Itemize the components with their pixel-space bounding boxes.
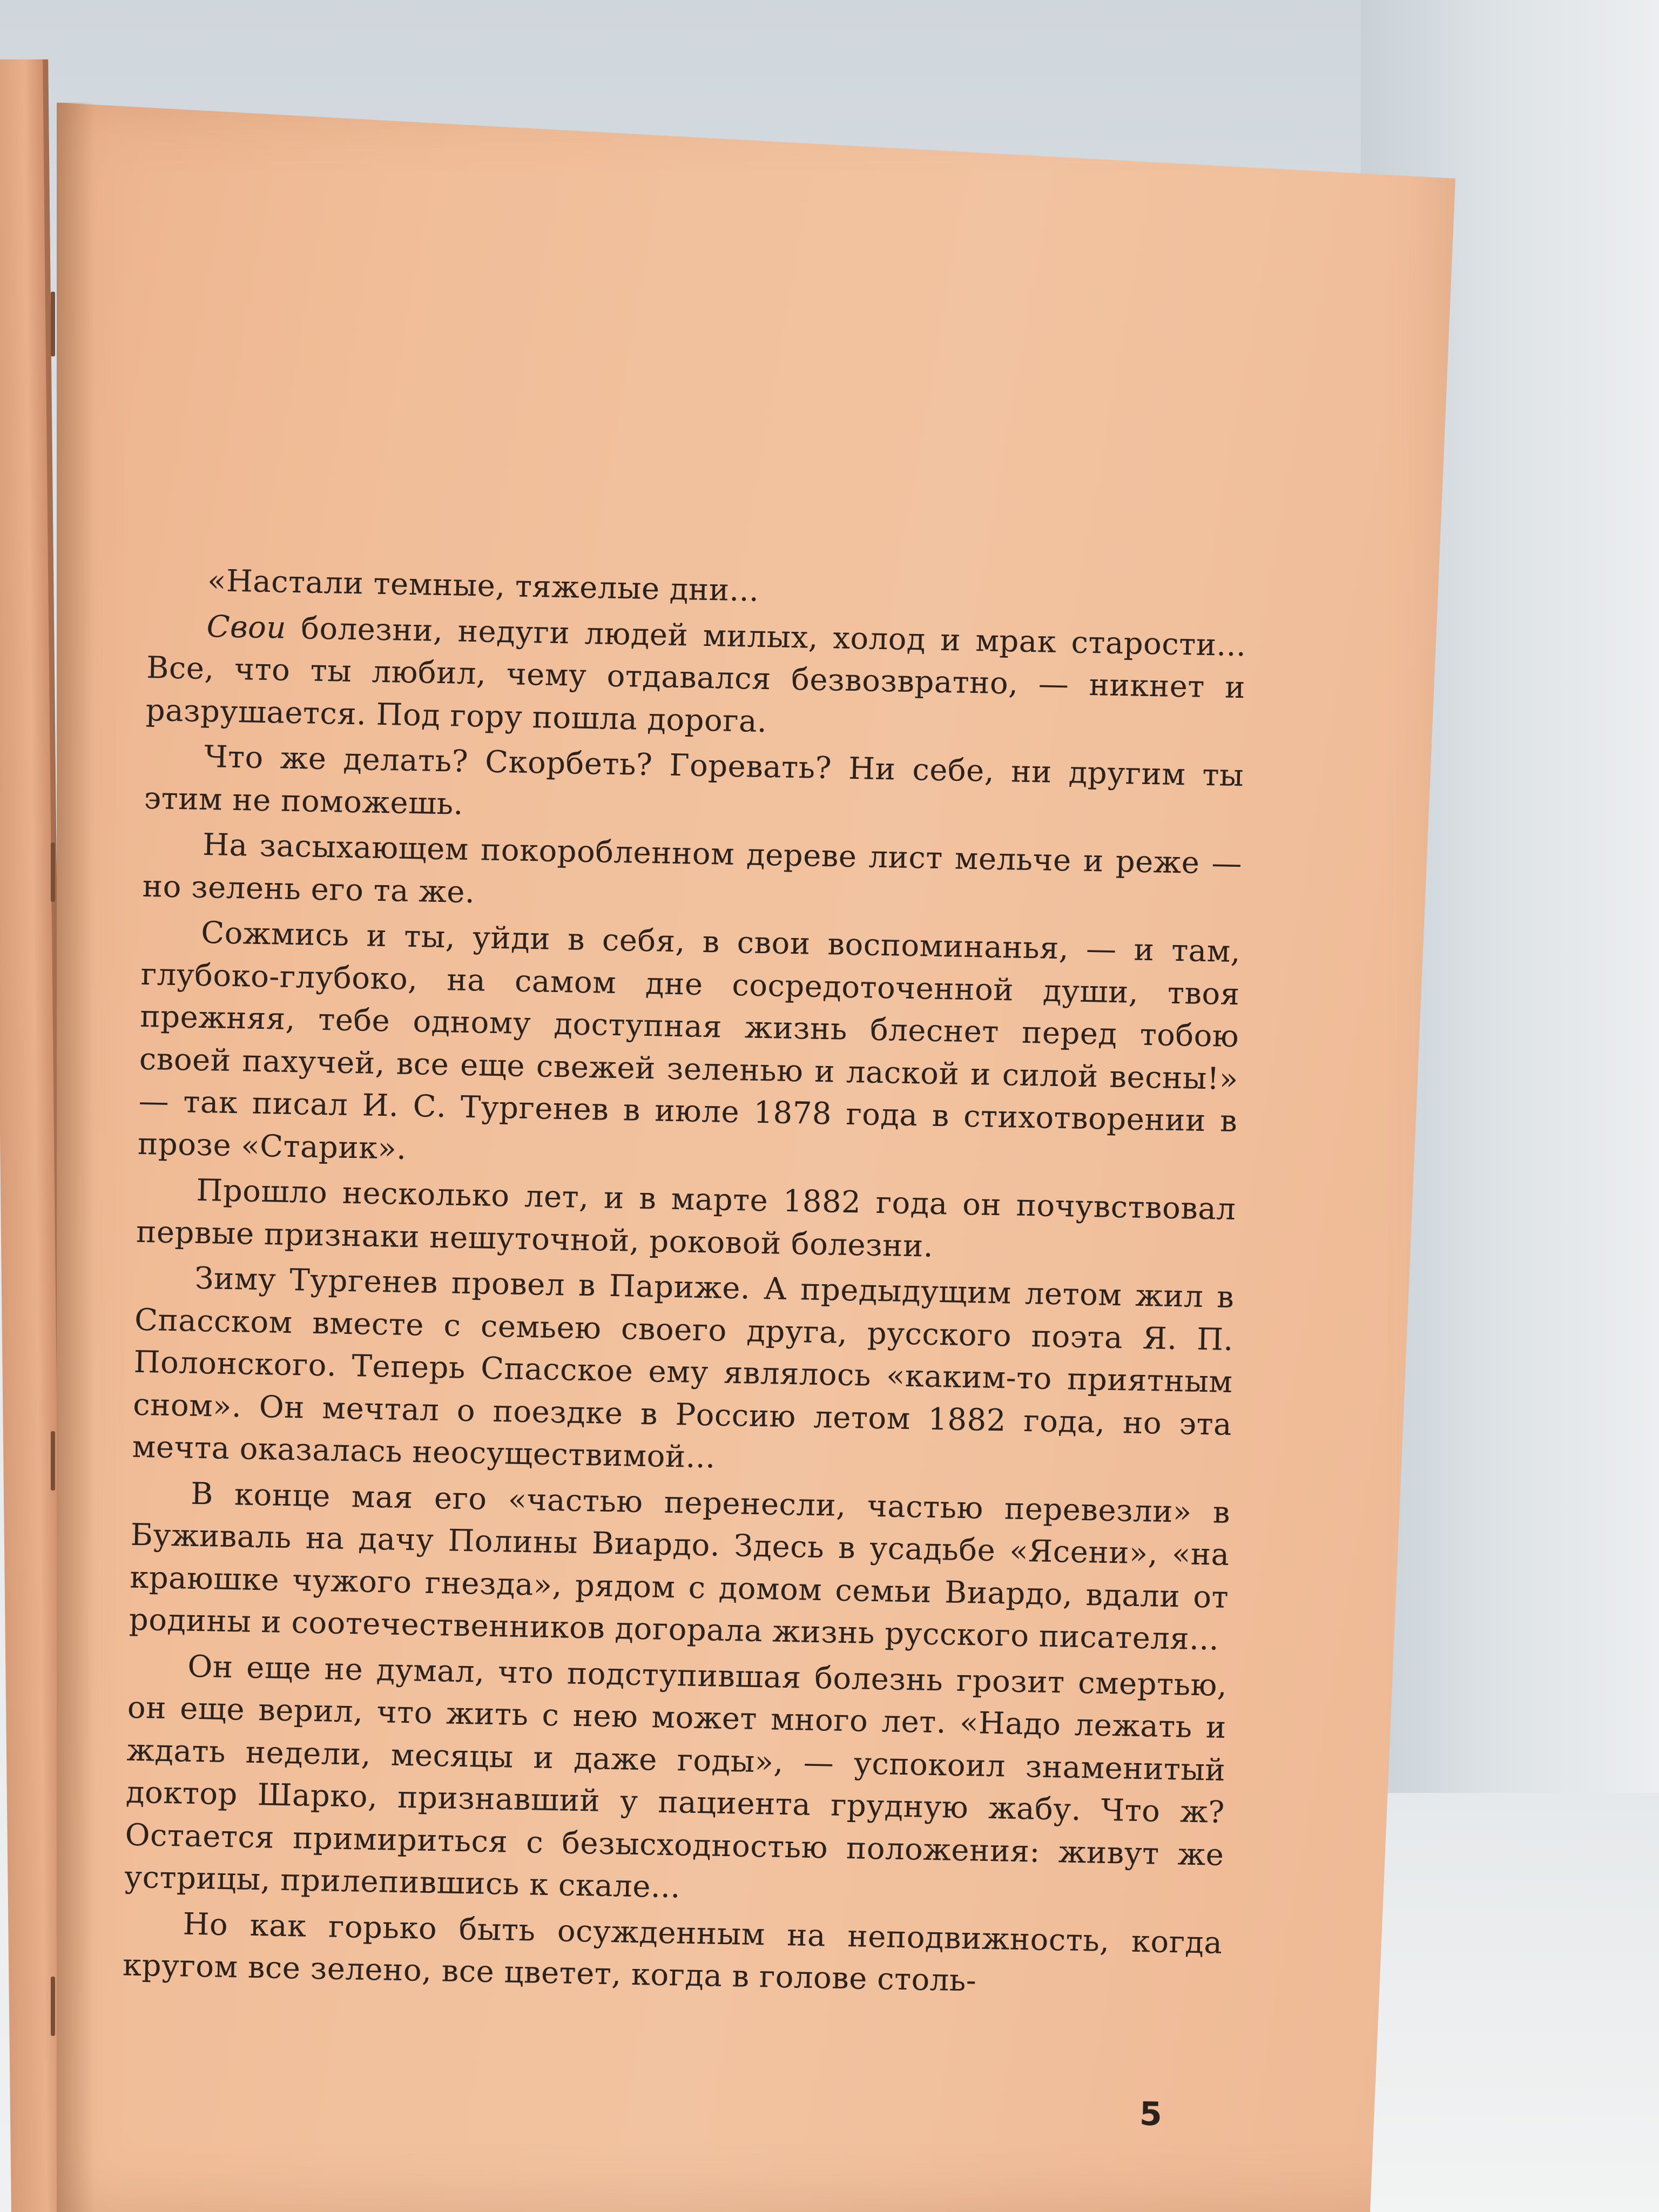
italic-word: Свои: [206, 609, 287, 646]
page-text: [123, 559, 1247, 2007]
page-gutter-shadow: [57, 103, 95, 2212]
paragraph: Что же делать? Скорбеть? Горевать? Ни себе, ни другим ты этим не поможешь.: [144, 739, 1244, 822]
paragraph: Прошло несколько лет, и в марте 1882 года он почувствовал первые признаки нешуточной, роковой болезни.: [136, 1172, 1236, 1264]
paragraph: Зиму Тургенев провел в Париже. А предыдущим летом жил в Спасском вместе с семьею своего друга, русского поэта Я. П. Полонского. Теперь Спасское ему являлось «каким-то приятным сном». Он мечтал о поездке в Россию летом 1882 года, но эта мечта оказалась неосуществимой...: [132, 1260, 1235, 1475]
paragraph: Он еще не думал, что подступившая болезнь грозит смертью, он еще верил, что жить с нею может много лет. «Надо лежать и ждать недели, месяцы и даже годы», — успокоил знаменитый доктор Шарко, признавший у пациента грудную жабу. Что ж? Остается примириться с безысходностью положения: живут же устрицы, прилепившись к скале...: [124, 1649, 1228, 1905]
spine-stitch: [51, 1431, 55, 1491]
paragraph: В конце мая его «частью перенесли, частью перевезли» в Буживаль на дачу Полины Виардо. Здесь в усадьбе «Ясени», «на краюшке чужого гнезда», рядом с домом семьи Виардо, вдали от родины и соотечественников догорала жизнь русского писателя...: [129, 1476, 1231, 1657]
spine-stitch: [51, 292, 55, 356]
page-number: 5: [1139, 2095, 1163, 2134]
paragraph: [145, 604, 1246, 752]
spine-stitch: [51, 842, 55, 902]
paragraph: «Настали темные, тяжелые дни...: [207, 563, 760, 609]
paragraph: Но как горько быть осужденным на неподвижность, когда кругом все зелено, все цветет, когда в голове столь-: [122, 1906, 1223, 1999]
paragraph-text: болезни, недуги людей милых, холод и мрак старости... Все, что ты любил, чему отдавался безвозвратно, — никнет и разрушается. Под гору пошла дорога.: [145, 610, 1246, 739]
paragraph: На засыхающем покоробленном дереве лист мельче и реже — но зелень его та же.: [142, 827, 1243, 910]
background-table: [1350, 1793, 1659, 2212]
spine-stitch: [51, 1977, 55, 2036]
paragraph: Сожмись и ты, уйди в себя, в свои воспоминанья, — и там, глубоко-глубоко, на самом дне сосредоточенной души, твоя прежняя, тебе одному доступная жизнь блеснет перед тобою своей пахучей, все еще свежей зеленью и лаской и силой весны!» — так писал И. С. Тургенев в июле 1878 года в стихотворении в прозе «Старик».: [137, 915, 1241, 1166]
